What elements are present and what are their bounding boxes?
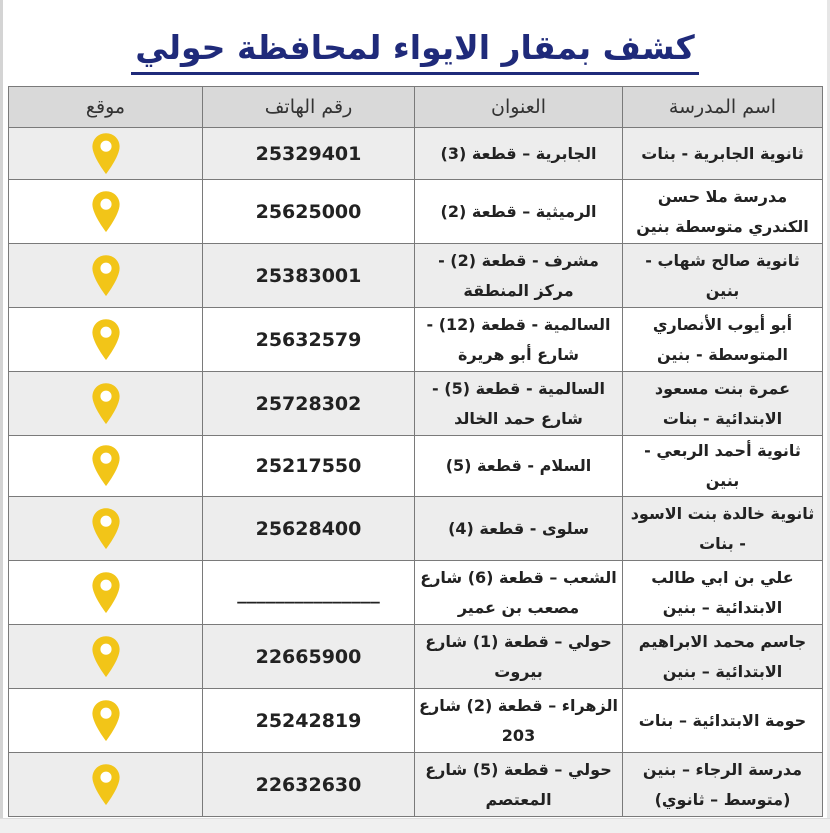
cell-school [623,689,823,753]
address-text: الشعب – قطعة (6) شارع مصعب بن عمير [420,567,617,617]
map-pin-icon[interactable] [90,190,122,234]
table-row [9,128,823,180]
table-row [9,561,823,625]
table-body [9,128,823,817]
title-area [0,26,830,84]
phone-number: 25383001 [255,264,362,287]
map-pin-icon[interactable] [90,444,122,488]
cell-address [415,308,623,372]
cell-school [623,497,823,561]
address-text: الرميثية – قطعة (2) [440,201,597,221]
school-name: ثانوية أحمد الربعي - بنين [644,441,801,490]
address-text: السالمية - قطعة (12) - شارع أبو هريرة [426,314,611,364]
cell-location[interactable] [9,753,203,817]
header-phone: رقم الهاتف [203,87,415,128]
cell-address [415,180,623,244]
cell-phone [203,436,415,497]
phone-number: 25625000 [255,200,362,223]
cell-address [415,625,623,689]
cell-phone [203,180,415,244]
cell-location[interactable] [9,689,203,753]
map-pin-icon[interactable] [90,763,122,807]
map-pin-icon[interactable] [90,699,122,743]
cell-address [415,244,623,308]
cell-phone [203,372,415,436]
page-title: كشف بمقار الايواء لمحافظة حولي [131,26,699,75]
address-text: الزهراء – قطعة (2) شارع 203 [419,695,618,745]
school-name: جاسم محمد الابراهيم الابتدائية – بنين [638,631,807,681]
cell-school [623,180,823,244]
map-pin-icon[interactable] [90,507,122,551]
cell-phone [203,497,415,561]
header-location: موقع [9,87,203,128]
address-text: سلوى - قطعة (4) [448,518,589,538]
phone-number: 22632630 [255,773,362,796]
cell-school [623,372,823,436]
cell-school [623,244,823,308]
shelters-table [8,86,823,817]
cell-location[interactable] [9,308,203,372]
address-text: مشرف - قطعة (2) - مركز المنطقة [438,250,599,300]
cell-address [415,436,623,497]
cell-school [623,308,823,372]
school-name: ثانوية صالح شهاب - بنين [645,250,800,300]
cell-phone [203,244,415,308]
header-address: العنوان [415,87,623,128]
map-pin-icon[interactable] [90,254,122,298]
cell-school [623,753,823,817]
cell-phone [203,753,415,817]
table-header [9,87,823,128]
cell-location[interactable] [9,497,203,561]
phone-number: 25217550 [255,455,362,477]
school-name: حومة الابتدائية – بنات [638,710,807,730]
phone-number: _______________ [237,581,380,604]
cell-school [623,128,823,180]
cell-phone [203,689,415,753]
cell-phone [203,308,415,372]
phone-number: 25628400 [255,517,362,540]
table-row [9,244,823,308]
table-row [9,497,823,561]
cell-location[interactable] [9,372,203,436]
table-row [9,372,823,436]
phone-number: 25632579 [255,328,362,351]
cell-phone [203,128,415,180]
map-pin-icon[interactable] [90,318,122,362]
address-text: حولي – قطعة (5) شارع المعتصم [425,759,612,809]
school-name: مدرسة ملا حسن الكندري متوسطة بنين [636,186,809,236]
cell-school [623,561,823,625]
cell-school [623,625,823,689]
school-name: مدرسة الرجاء – بنين (متوسط – ثانوي) [642,759,803,809]
cell-address [415,372,623,436]
school-name: ثانوية خالدة بنت الاسود - بنات [630,503,815,553]
phone-number: 25329401 [255,142,362,165]
cell-location[interactable] [9,625,203,689]
school-name: ثانوية الجابرية - بنات [641,143,804,163]
school-name: عمرة بنت مسعود الابتدائية - بنات [654,378,791,428]
phone-number: 22665900 [255,645,362,668]
address-text: السالمية - قطعة (5) - شارع حمد الخالد [432,378,605,428]
cell-phone [203,625,415,689]
cell-address [415,128,623,180]
header-school: اسم المدرسة [623,87,823,128]
table-row [9,689,823,753]
cell-location[interactable] [9,436,203,497]
phone-number: 25242819 [255,709,362,732]
header-row [9,87,823,128]
table-row [9,308,823,372]
map-pin-icon[interactable] [90,382,122,426]
cell-phone [203,561,415,625]
cell-location[interactable] [9,180,203,244]
cell-address [415,753,623,817]
map-pin-icon[interactable] [90,571,122,615]
school-name: علي بن ابي طالب الابتدائية – بنين [651,567,794,617]
cell-location[interactable] [9,128,203,180]
cell-location[interactable] [9,244,203,308]
map-pin-icon[interactable] [90,635,122,679]
page-edge-left [0,0,3,833]
page-edge-bottom [0,818,830,833]
cell-location[interactable] [9,561,203,625]
cell-school [623,436,823,497]
address-text: الجابرية – قطعة (3) [440,143,597,163]
table-row [9,625,823,689]
school-name: أبو أيوب الأنصاري المتوسطة - بنين [652,314,793,364]
cell-address [415,561,623,625]
address-text: حولي – قطعة (1) شارع بيروت [425,631,612,681]
phone-number: 25728302 [255,392,362,415]
table-row [9,436,823,497]
table-row [9,180,823,244]
cell-address [415,497,623,561]
address-text: السلام - قطعة (5) [445,456,592,475]
cell-address [415,689,623,753]
map-pin-icon[interactable] [90,132,122,176]
table-row [9,753,823,817]
